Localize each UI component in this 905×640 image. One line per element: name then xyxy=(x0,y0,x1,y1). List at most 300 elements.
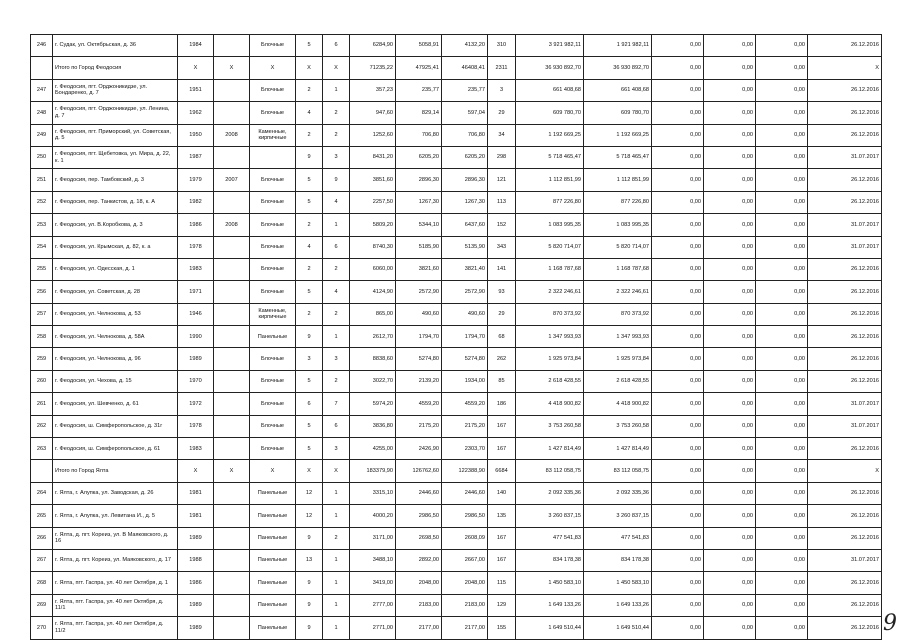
subsidy-cell: 0,00 xyxy=(652,527,704,549)
cost-total-cell: 661 408,68 xyxy=(516,79,584,101)
budget-cell: 0,00 xyxy=(704,303,756,325)
entrances-cell: 1 xyxy=(323,572,350,594)
wall-material-cell: Блочные xyxy=(250,191,296,213)
living-area-cell: 5274,80 xyxy=(396,348,442,370)
row-number: 267 xyxy=(31,549,53,571)
residents-cell: 113 xyxy=(488,191,516,213)
wall-material-cell: Панельные xyxy=(250,482,296,504)
year-built-cell: 1989 xyxy=(178,617,214,639)
floors-cell: 2 xyxy=(296,303,323,325)
owners-cell: 0,00 xyxy=(756,79,808,101)
total-area-cell: 2777,00 xyxy=(350,594,396,616)
living-area-cell: 2183,00 xyxy=(396,594,442,616)
floors-cell: 5 xyxy=(296,415,323,437)
total-area-cell: 2612,70 xyxy=(350,326,396,348)
date-cell: X xyxy=(808,57,882,79)
entrances-cell: X xyxy=(323,460,350,482)
table-row xyxy=(31,169,882,191)
wall-material-cell: Панельные xyxy=(250,505,296,527)
floors-cell: 5 xyxy=(296,281,323,303)
residential-area-cell: 3821,40 xyxy=(442,258,488,280)
living-area-cell: 6205,20 xyxy=(396,146,442,168)
date-cell: 26.12.2016 xyxy=(808,258,882,280)
entrances-cell: 2 xyxy=(323,527,350,549)
date-cell: X xyxy=(808,460,882,482)
owners-cell: 0,00 xyxy=(756,124,808,146)
total-area-cell: 3419,00 xyxy=(350,572,396,594)
cost-fund-cell: 1 192 669,25 xyxy=(584,124,652,146)
address-cell: г. Феодосия, пгт. Орджоникидзе, ул. Бондаренко, д. 7 xyxy=(53,79,178,101)
floors-cell: 4 xyxy=(296,102,323,124)
year-built-cell: 1971 xyxy=(178,281,214,303)
address-cell: г. Феодосия, ул. Челнокова, д. 53 xyxy=(53,303,178,325)
total-area-cell: 1252,60 xyxy=(350,124,396,146)
table-body xyxy=(31,35,882,640)
year-renovated-cell xyxy=(214,236,250,258)
year-built-cell: 1986 xyxy=(178,214,214,236)
address-cell: г. Ялта, г. Алупка, ул. Левитана И., д. 5 xyxy=(53,505,178,527)
budget-cell: 0,00 xyxy=(704,549,756,571)
date-cell: 26.12.2016 xyxy=(808,169,882,191)
living-area-cell: 2426,90 xyxy=(396,438,442,460)
year-built-cell: X xyxy=(178,460,214,482)
wall-material-cell: Панельные xyxy=(250,617,296,639)
total-area-cell: 4124,90 xyxy=(350,281,396,303)
subsidy-cell: 0,00 xyxy=(652,482,704,504)
budget-cell: 0,00 xyxy=(704,370,756,392)
year-built-cell: 1989 xyxy=(178,594,214,616)
subsidy-cell: 0,00 xyxy=(652,124,704,146)
cost-fund-cell: 1 427 814,49 xyxy=(584,438,652,460)
subsidy-cell: 0,00 xyxy=(652,572,704,594)
residential-area-cell: 1934,00 xyxy=(442,370,488,392)
subsidy-cell: 0,00 xyxy=(652,617,704,639)
year-renovated-cell xyxy=(214,594,250,616)
subsidy-cell: 0,00 xyxy=(652,236,704,258)
living-area-cell: 2175,20 xyxy=(396,415,442,437)
entrances-cell: 1 xyxy=(323,214,350,236)
budget-cell: 0,00 xyxy=(704,393,756,415)
owners-cell: 0,00 xyxy=(756,415,808,437)
year-built-cell: 1951 xyxy=(178,79,214,101)
row-number: 270 xyxy=(31,617,53,639)
wall-material-cell: Блочные xyxy=(250,79,296,101)
year-built-cell: 1987 xyxy=(178,146,214,168)
wall-material-cell: Блочные xyxy=(250,370,296,392)
owners-cell: 0,00 xyxy=(756,191,808,213)
address-cell: г. Ялта, пгт. Гаспра, ул. 40 лет Октября, д. 11/1 xyxy=(53,594,178,616)
date-cell: 26.12.2016 xyxy=(808,438,882,460)
residents-cell: 167 xyxy=(488,438,516,460)
year-renovated-cell: 2007 xyxy=(214,169,250,191)
floors-cell: 5 xyxy=(296,191,323,213)
wall-material-cell: Блочные xyxy=(250,35,296,57)
row-number: 255 xyxy=(31,258,53,280)
date-cell: 26.12.2016 xyxy=(808,102,882,124)
floors-cell: 13 xyxy=(296,549,323,571)
living-area-cell: 5185,90 xyxy=(396,236,442,258)
subsidy-cell: 0,00 xyxy=(652,505,704,527)
residential-area-cell: 2667,00 xyxy=(442,549,488,571)
address-cell: г. Феодосия, пер. Танкистов, д. 18, к. А xyxy=(53,191,178,213)
address-cell: г. Феодосия, пгт. Приморский, ул. Советская, д. 5 xyxy=(53,124,178,146)
cost-total-cell: 3 260 837,15 xyxy=(516,505,584,527)
year-built-cell: 1984 xyxy=(178,35,214,57)
subsidy-cell: 0,00 xyxy=(652,169,704,191)
row-number: 252 xyxy=(31,191,53,213)
living-area-cell: 2986,50 xyxy=(396,505,442,527)
living-area-cell: 235,77 xyxy=(396,79,442,101)
row-number: 264 xyxy=(31,482,53,504)
floors-cell: 9 xyxy=(296,326,323,348)
subsidy-cell: 0,00 xyxy=(652,57,704,79)
floors-cell: 6 xyxy=(296,393,323,415)
cost-fund-cell: 5 718 465,47 xyxy=(584,146,652,168)
residents-cell: 141 xyxy=(488,258,516,280)
owners-cell: 0,00 xyxy=(756,393,808,415)
living-area-cell: 2139,20 xyxy=(396,370,442,392)
entrances-cell: X xyxy=(323,57,350,79)
total-area-cell: 2257,50 xyxy=(350,191,396,213)
table-row xyxy=(31,370,882,392)
subsidy-cell: 0,00 xyxy=(652,303,704,325)
residential-area-cell: 2183,00 xyxy=(442,594,488,616)
entrances-cell: 1 xyxy=(323,549,350,571)
row-number xyxy=(31,57,53,79)
owners-cell: 0,00 xyxy=(756,572,808,594)
year-renovated-cell xyxy=(214,35,250,57)
budget-cell: 0,00 xyxy=(704,35,756,57)
row-number: 254 xyxy=(31,236,53,258)
cost-fund-cell: 4 418 900,82 xyxy=(584,393,652,415)
cost-fund-cell: 1 450 583,10 xyxy=(584,572,652,594)
cost-total-cell: 1 083 995,35 xyxy=(516,214,584,236)
owners-cell: 0,00 xyxy=(756,326,808,348)
living-area-cell: 4559,20 xyxy=(396,393,442,415)
budget-cell: 0,00 xyxy=(704,617,756,639)
cost-fund-cell: 1 921 982,11 xyxy=(584,35,652,57)
budget-cell: 0,00 xyxy=(704,438,756,460)
residents-cell: 167 xyxy=(488,527,516,549)
cost-total-cell: 1 649 133,26 xyxy=(516,594,584,616)
total-area-cell: 8838,60 xyxy=(350,348,396,370)
row-number: 263 xyxy=(31,438,53,460)
cost-total-cell: 36 930 892,70 xyxy=(516,57,584,79)
row-number: 266 xyxy=(31,527,53,549)
address-cell: г. Феодосия, ул. Челнокова, д. 96 xyxy=(53,348,178,370)
year-renovated-cell xyxy=(214,549,250,571)
living-area-cell: 2446,60 xyxy=(396,482,442,504)
residential-area-cell: 46408,41 xyxy=(442,57,488,79)
year-built-cell: 1983 xyxy=(178,438,214,460)
residents-cell: 29 xyxy=(488,102,516,124)
entrances-cell: 1 xyxy=(323,594,350,616)
residential-area-cell: 235,77 xyxy=(442,79,488,101)
cost-total-cell: 1 427 814,49 xyxy=(516,438,584,460)
cost-fund-cell: 83 112 058,75 xyxy=(584,460,652,482)
residential-area-cell: 1267,30 xyxy=(442,191,488,213)
entrances-cell: 4 xyxy=(323,191,350,213)
residents-cell: 262 xyxy=(488,348,516,370)
floors-cell: 5 xyxy=(296,370,323,392)
residential-area-cell: 706,80 xyxy=(442,124,488,146)
entrances-cell: 1 xyxy=(323,79,350,101)
total-area-cell: 3022,70 xyxy=(350,370,396,392)
total-area-cell: 8431,20 xyxy=(350,146,396,168)
living-area-cell: 1794,70 xyxy=(396,326,442,348)
row-number: 249 xyxy=(31,124,53,146)
cost-total-cell: 5 820 714,07 xyxy=(516,236,584,258)
floors-cell: 12 xyxy=(296,505,323,527)
living-area-cell: 5344,10 xyxy=(396,214,442,236)
entrances-cell: 2 xyxy=(323,102,350,124)
year-renovated-cell: X xyxy=(214,460,250,482)
entrances-cell: 6 xyxy=(323,415,350,437)
residents-cell: 135 xyxy=(488,505,516,527)
date-cell: 26.12.2016 xyxy=(808,35,882,57)
total-area-cell: 183379,90 xyxy=(350,460,396,482)
budget-cell: 0,00 xyxy=(704,191,756,213)
cost-fund-cell: 1 083 995,35 xyxy=(584,214,652,236)
residents-cell: 140 xyxy=(488,482,516,504)
residential-area-cell: 6205,20 xyxy=(442,146,488,168)
subsidy-cell: 0,00 xyxy=(652,214,704,236)
address-cell: г. Ялта, д. пгт. Кореиз, ул. В Маяковского, д. 16 xyxy=(53,527,178,549)
floors-cell: 2 xyxy=(296,79,323,101)
cost-fund-cell: 1 649 510,44 xyxy=(584,617,652,639)
year-renovated-cell: 2008 xyxy=(214,214,250,236)
residents-cell: 167 xyxy=(488,549,516,571)
cost-total-cell: 2 322 246,61 xyxy=(516,281,584,303)
date-cell: 26.12.2016 xyxy=(808,572,882,594)
entrances-cell: 1 xyxy=(323,326,350,348)
wall-material-cell: Панельные xyxy=(250,549,296,571)
owners-cell: 0,00 xyxy=(756,169,808,191)
cost-total-cell: 1 192 669,25 xyxy=(516,124,584,146)
year-renovated-cell xyxy=(214,348,250,370)
subsidy-cell: 0,00 xyxy=(652,348,704,370)
subsidy-cell: 0,00 xyxy=(652,146,704,168)
table-row xyxy=(31,214,882,236)
floors-cell: 9 xyxy=(296,617,323,639)
cost-total-cell: 3 921 982,11 xyxy=(516,35,584,57)
residents-cell: 2311 xyxy=(488,57,516,79)
year-renovated-cell xyxy=(214,146,250,168)
floors-cell: 9 xyxy=(296,146,323,168)
address-cell: г. Феодосия, ул. В.Коробкова, д. 3 xyxy=(53,214,178,236)
residents-cell: 3 xyxy=(488,79,516,101)
residential-area-cell: 2177,00 xyxy=(442,617,488,639)
residential-area-cell: 490,60 xyxy=(442,303,488,325)
year-built-cell: 1962 xyxy=(178,102,214,124)
floors-cell: 9 xyxy=(296,594,323,616)
address-cell: г. Феодосия, ул. Челнокова, д. 58А xyxy=(53,326,178,348)
budget-cell: 0,00 xyxy=(704,281,756,303)
year-renovated-cell xyxy=(214,303,250,325)
residents-cell: 186 xyxy=(488,393,516,415)
wall-material-cell xyxy=(250,146,296,168)
address-cell: г. Феодосия, пгт. Щебетовка, ул. Мира, д. 22, к. 1 xyxy=(53,146,178,168)
budget-cell: 0,00 xyxy=(704,348,756,370)
subsidy-cell: 0,00 xyxy=(652,370,704,392)
cost-total-cell: 1 925 973,84 xyxy=(516,348,584,370)
table-row xyxy=(31,438,882,460)
table-row xyxy=(31,124,882,146)
subsidy-cell: 0,00 xyxy=(652,281,704,303)
residents-cell: 29 xyxy=(488,303,516,325)
floors-cell: 12 xyxy=(296,482,323,504)
living-area-cell: 490,60 xyxy=(396,303,442,325)
address-cell: г. Судак, ул. Октябрьская, д. 36 xyxy=(53,35,178,57)
residential-area-cell: 122388,90 xyxy=(442,460,488,482)
floors-cell: 9 xyxy=(296,572,323,594)
date-cell: 26.12.2016 xyxy=(808,303,882,325)
year-renovated-cell xyxy=(214,617,250,639)
table-total-row xyxy=(31,57,882,79)
row-number: 262 xyxy=(31,415,53,437)
wall-material-cell: Панельные xyxy=(250,594,296,616)
cost-fund-cell: 661 408,68 xyxy=(584,79,652,101)
owners-cell: 0,00 xyxy=(756,35,808,57)
cost-total-cell: 1 112 851,99 xyxy=(516,169,584,191)
residents-cell: 167 xyxy=(488,415,516,437)
residents-cell: 298 xyxy=(488,146,516,168)
budget-cell: 0,00 xyxy=(704,79,756,101)
wall-material-cell: Блочные xyxy=(250,415,296,437)
owners-cell: 0,00 xyxy=(756,281,808,303)
year-built-cell: 1950 xyxy=(178,124,214,146)
page-number: 9 xyxy=(883,611,897,636)
residents-cell: 93 xyxy=(488,281,516,303)
date-cell: 26.12.2016 xyxy=(808,617,882,639)
table-row xyxy=(31,415,882,437)
cost-fund-cell: 2 322 246,61 xyxy=(584,281,652,303)
budget-cell: 0,00 xyxy=(704,415,756,437)
budget-cell: 0,00 xyxy=(704,527,756,549)
year-built-cell: 1989 xyxy=(178,527,214,549)
cost-fund-cell: 36 930 892,70 xyxy=(584,57,652,79)
total-area-cell: 6060,00 xyxy=(350,258,396,280)
year-built-cell: 1978 xyxy=(178,415,214,437)
owners-cell: 0,00 xyxy=(756,258,808,280)
table-row xyxy=(31,191,882,213)
address-cell: г. Феодосия, ул. Шевченко, д. 61 xyxy=(53,393,178,415)
budget-cell: 0,00 xyxy=(704,236,756,258)
table-row xyxy=(31,594,882,616)
total-area-cell: 3171,00 xyxy=(350,527,396,549)
row-number: 260 xyxy=(31,370,53,392)
entrances-cell: 4 xyxy=(323,281,350,303)
address-cell: г. Феодосия, пер. Тамбовский, д. 3 xyxy=(53,169,178,191)
year-built-cell: 1981 xyxy=(178,505,214,527)
entrances-cell: 2 xyxy=(323,124,350,146)
table-row xyxy=(31,572,882,594)
cost-total-cell: 4 418 900,82 xyxy=(516,393,584,415)
living-area-cell: 2177,00 xyxy=(396,617,442,639)
subsidy-cell: 0,00 xyxy=(652,191,704,213)
date-cell: 26.12.2016 xyxy=(808,326,882,348)
residents-cell: 121 xyxy=(488,169,516,191)
living-area-cell: 47925,41 xyxy=(396,57,442,79)
housing-register-table xyxy=(30,34,882,640)
budget-cell: 0,00 xyxy=(704,214,756,236)
wall-material-cell: Панельные xyxy=(250,527,296,549)
budget-cell: 0,00 xyxy=(704,326,756,348)
cost-fund-cell: 2 092 335,36 xyxy=(584,482,652,504)
cost-total-cell: 870 373,92 xyxy=(516,303,584,325)
residential-area-cell: 597,04 xyxy=(442,102,488,124)
address-cell: г. Феодосия, ш. Симферопольское, д. 61 xyxy=(53,438,178,460)
year-renovated-cell xyxy=(214,527,250,549)
floors-cell: X xyxy=(296,57,323,79)
year-built-cell: 1979 xyxy=(178,169,214,191)
row-number: 250 xyxy=(31,146,53,168)
living-area-cell: 2892,00 xyxy=(396,549,442,571)
owners-cell: 0,00 xyxy=(756,527,808,549)
residents-cell: 155 xyxy=(488,617,516,639)
address-cell: г. Ялта, д. пгт. Кореиз, ул. Маяковского, д. 17 xyxy=(53,549,178,571)
year-renovated-cell xyxy=(214,370,250,392)
budget-cell: 0,00 xyxy=(704,572,756,594)
owners-cell: 0,00 xyxy=(756,617,808,639)
floors-cell: 2 xyxy=(296,124,323,146)
row-number: 251 xyxy=(31,169,53,191)
cost-fund-cell: 834 178,38 xyxy=(584,549,652,571)
cost-total-cell: 2 618 428,55 xyxy=(516,370,584,392)
owners-cell: 0,00 xyxy=(756,482,808,504)
owners-cell: 0,00 xyxy=(756,303,808,325)
subsidy-cell: 0,00 xyxy=(652,102,704,124)
year-built-cell: X xyxy=(178,57,214,79)
entrances-cell: 1 xyxy=(323,505,350,527)
address-cell: Итого по Город Ялта xyxy=(53,460,178,482)
owners-cell: 0,00 xyxy=(756,370,808,392)
year-renovated-cell: 2008 xyxy=(214,124,250,146)
address-cell: г. Феодосия, ул. Крымская, д. 82, к. а xyxy=(53,236,178,258)
subsidy-cell: 0,00 xyxy=(652,460,704,482)
entrances-cell: 7 xyxy=(323,393,350,415)
cost-fund-cell: 870 373,92 xyxy=(584,303,652,325)
total-area-cell: 4000,20 xyxy=(350,505,396,527)
residential-area-cell: 1794,70 xyxy=(442,326,488,348)
floors-cell: 5 xyxy=(296,438,323,460)
cost-fund-cell: 3 753 260,58 xyxy=(584,415,652,437)
total-area-cell: 357,23 xyxy=(350,79,396,101)
year-renovated-cell xyxy=(214,191,250,213)
total-area-cell: 3488,10 xyxy=(350,549,396,571)
year-built-cell: 1981 xyxy=(178,482,214,504)
living-area-cell: 829,14 xyxy=(396,102,442,124)
table-row xyxy=(31,393,882,415)
residential-area-cell: 4132,20 xyxy=(442,35,488,57)
entrances-cell: 1 xyxy=(323,617,350,639)
row-number: 259 xyxy=(31,348,53,370)
row-number xyxy=(31,460,53,482)
subsidy-cell: 0,00 xyxy=(652,415,704,437)
date-cell: 26.12.2016 xyxy=(808,505,882,527)
budget-cell: 0,00 xyxy=(704,505,756,527)
wall-material-cell: Панельные xyxy=(250,326,296,348)
residents-cell: 152 xyxy=(488,214,516,236)
subsidy-cell: 0,00 xyxy=(652,326,704,348)
owners-cell: 0,00 xyxy=(756,214,808,236)
year-built-cell: 1946 xyxy=(178,303,214,325)
entrances-cell: 2 xyxy=(323,258,350,280)
entrances-cell: 3 xyxy=(323,348,350,370)
living-area-cell: 1267,30 xyxy=(396,191,442,213)
date-cell: 26.12.2016 xyxy=(808,124,882,146)
wall-material-cell: X xyxy=(250,460,296,482)
